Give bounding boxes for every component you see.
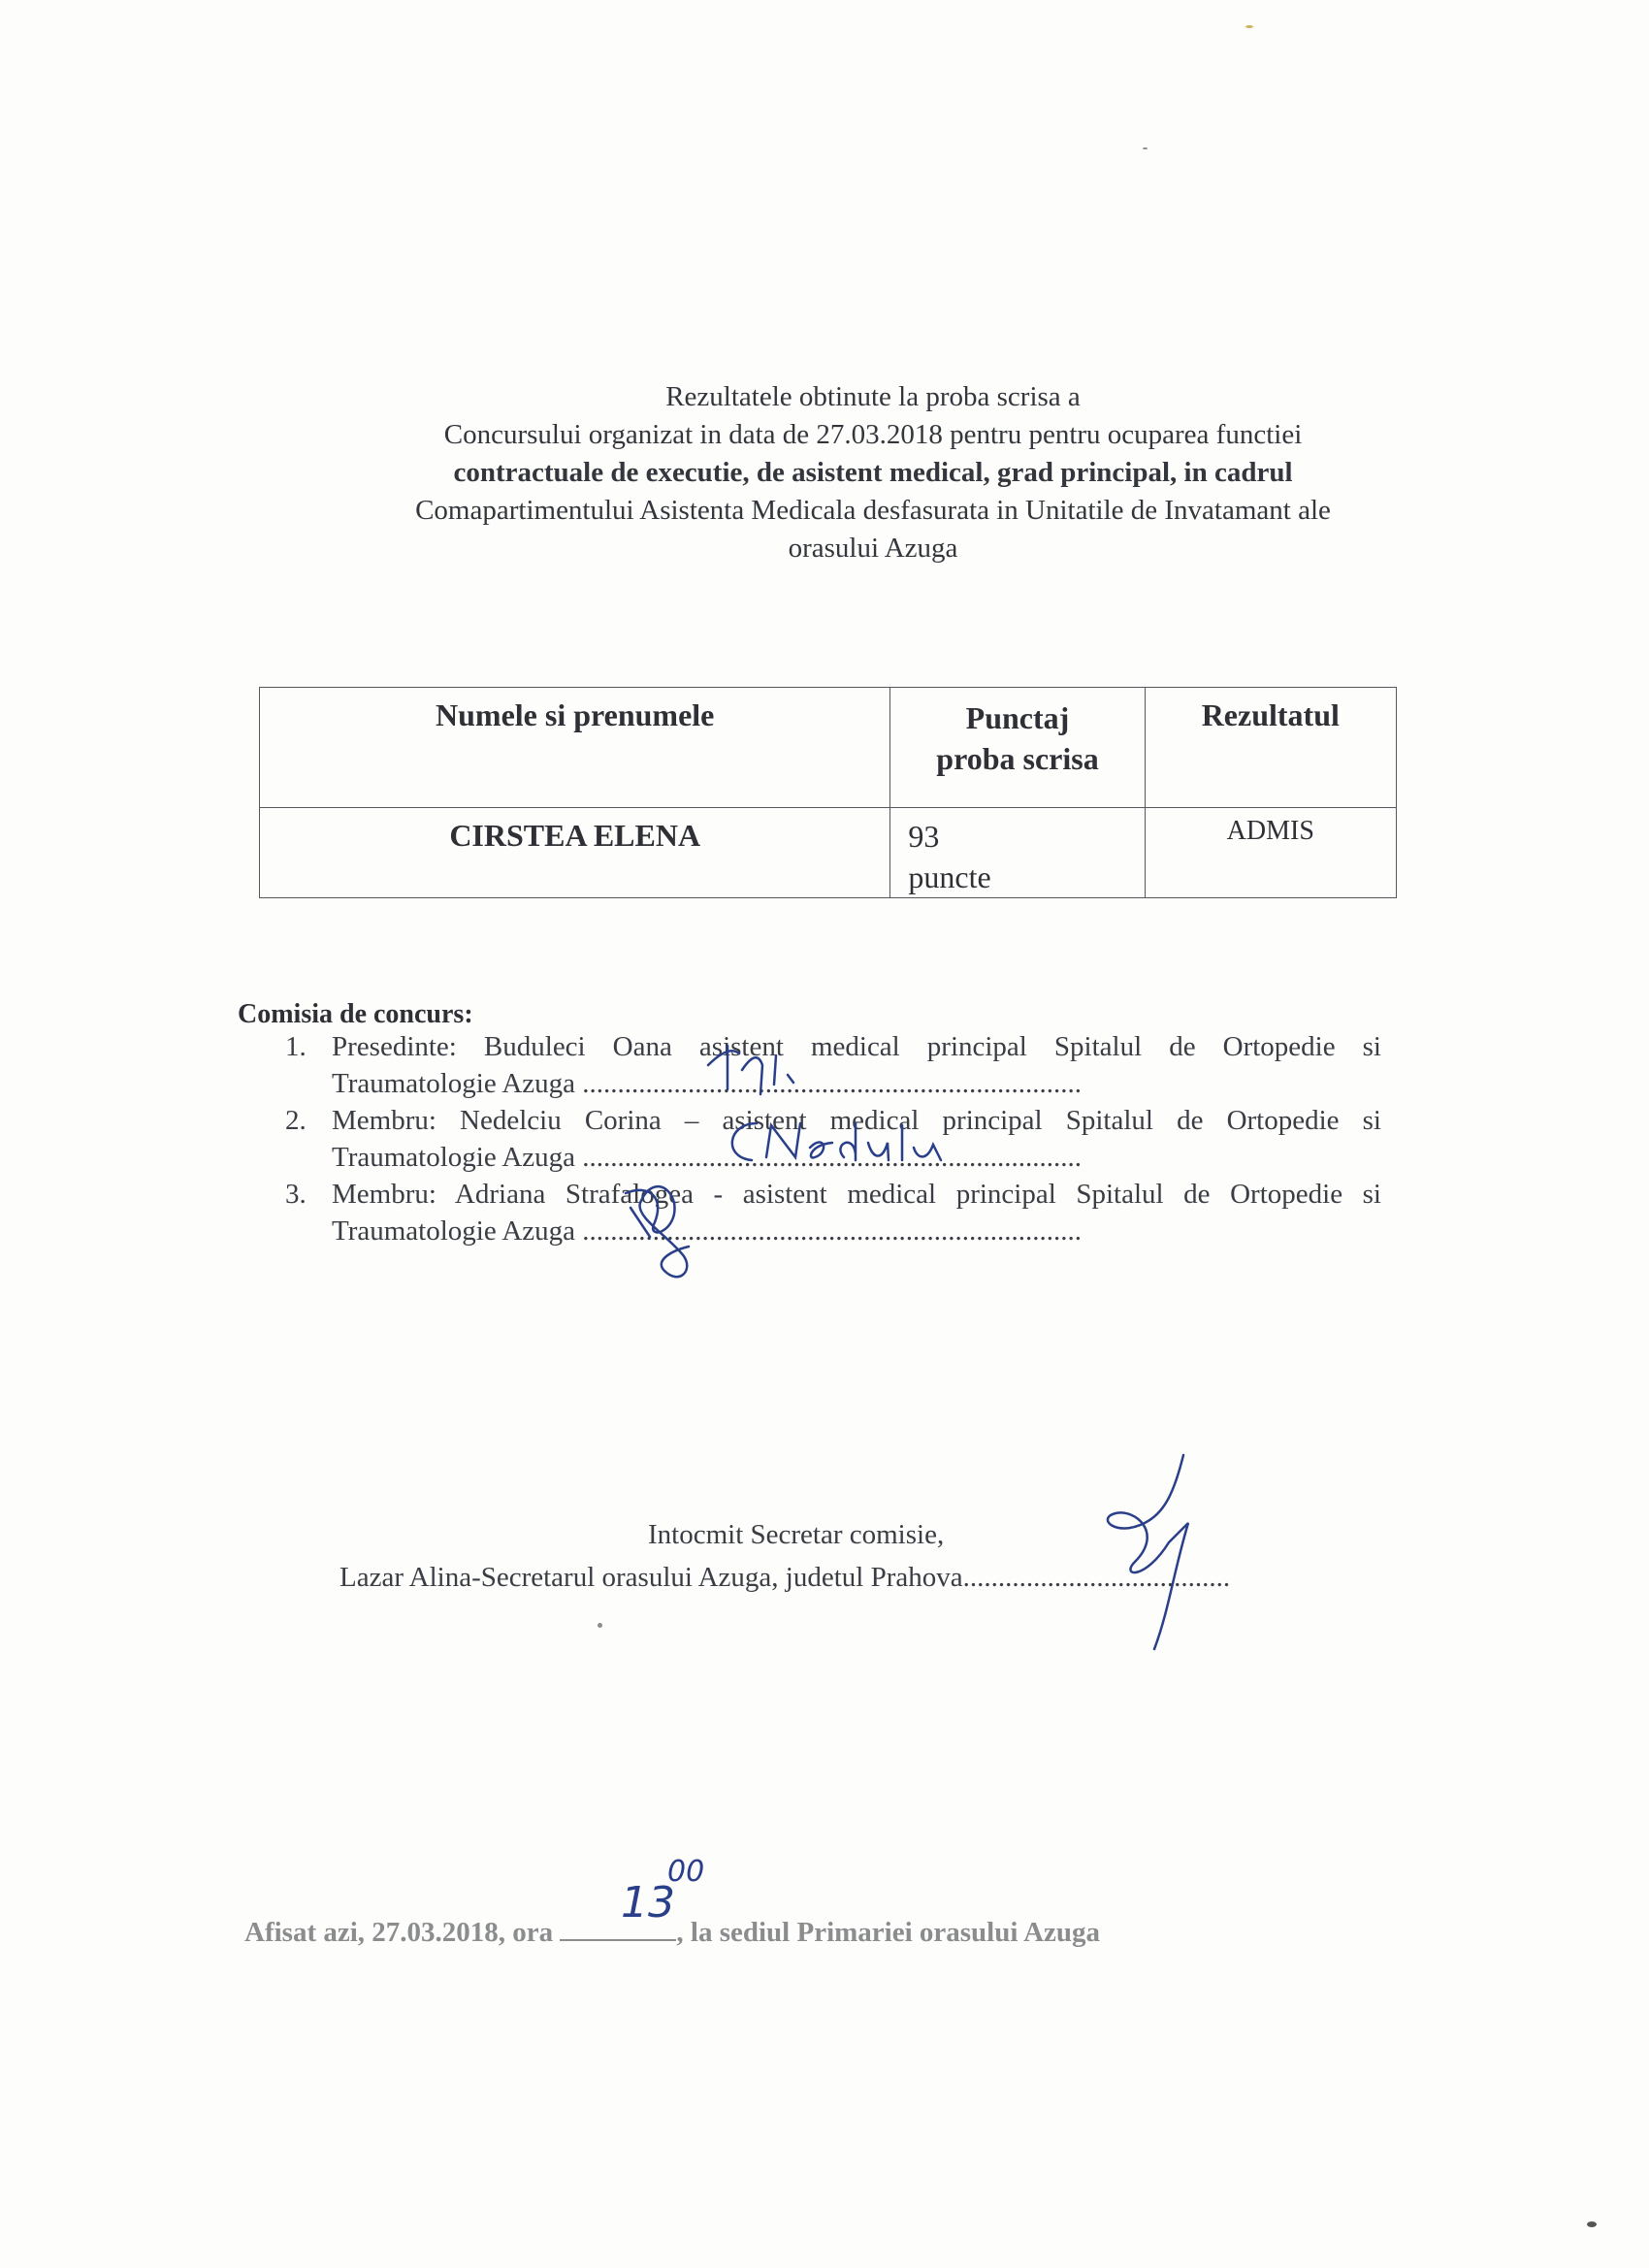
title-line-1: Rezultatele obtinute la proba scrisa a [665,381,1081,412]
header-score-line-1: Punctaj [965,700,1070,735]
member-number: 3. [285,1179,307,1210]
member-role-line: Membru: Nedelciu Corina – asistent medical principal Spitalul de Ortopedie si [332,1105,1381,1136]
posted-suffix: , la sediul Primariei orasului Azuga [676,1917,1101,1948]
header-name: Numele si prenumele [260,688,890,808]
member-signature-line: Traumatologie Azuga ....................................................................... [332,1142,1083,1173]
member-role-line: Membru: Adriana Strafalogea - asistent medical principal Spitalul de Ortopedie si [332,1179,1381,1210]
title-line-3: contractuale de executie, de asistent medical, grad principal, in cadrul [453,457,1293,488]
signature-secretary [1077,1445,1232,1659]
member-signature-line: Traumatologie Azuga ....................................................................... [332,1215,1083,1247]
score-unit: puncte [908,859,991,894]
signature-president [698,1036,834,1114]
document-title [242,378,1504,567]
scan-speck [1143,147,1148,149]
posted-minutes-handwritten: 00 [667,1855,705,1889]
header-score [890,688,1145,808]
member-number: 1. [285,1031,307,1062]
title-line-4: Comapartimentului Asistenta Medicala desfasurata in Unitatile de Invatamant ale [415,495,1331,526]
title-line-5: orasului Azuga [788,533,958,564]
posted-prefix: Afisat azi, 27.03.2018, ora [244,1917,554,1948]
commission-heading: Comisia de concurs: [238,999,473,1029]
scan-speck [1587,2221,1597,2227]
secretary-title: Intocmit Secretar comisie, [648,1519,945,1550]
score-value: 93 [908,819,940,854]
results-table [259,687,1397,898]
title-line-2: Concursului organizat in data de 27.03.2018 pentru pentru ocuparea functiei [443,419,1303,450]
scan-speck [1245,25,1253,28]
signature-member-3 [611,1164,728,1290]
scan-speck [598,1623,602,1628]
header-score-line-2: proba scrisa [936,741,1099,776]
secretary-name: Lazar Alina-Secretarul orasului Azuga, judetul Prahova...................................... [340,1562,1231,1593]
posted-hour-handwritten: 13 [621,1878,675,1928]
member-signature-line: Traumatologie Azuga ....................................................................... [332,1068,1083,1099]
header-result: Rezultatul [1145,688,1396,808]
candidate-result: ADMIS [1145,808,1396,898]
table-header-row [260,688,1397,808]
signature-member-2 [718,1104,970,1172]
member-role-line: Presedinte: Buduleci Oana asistent medical principal Spitalul de Ortopedie si [332,1031,1381,1062]
member-number: 2. [285,1105,307,1136]
candidate-score [890,808,1145,898]
posted-notice [244,1917,1263,1949]
table-row [260,808,1397,898]
candidate-name: CIRSTEA ELENA [260,808,890,898]
